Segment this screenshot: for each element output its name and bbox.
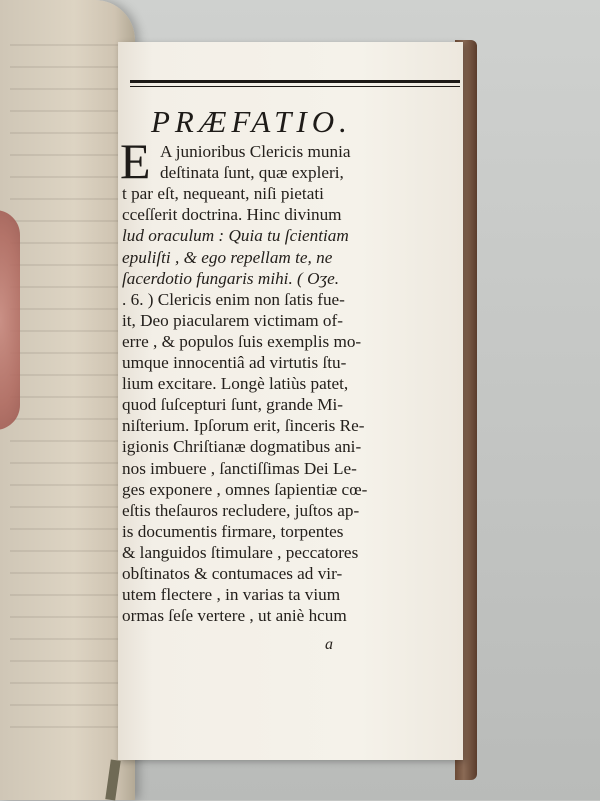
text-line: lium excitare. Longè latiùs patet, <box>122 374 349 394</box>
header-rule-thick <box>130 80 460 83</box>
text-line: umque innocentiâ ad virtutis ſtu- <box>122 353 347 372</box>
show-through-text <box>10 30 130 730</box>
text-line: nos imbuere , ſanctiſſimas Dei Le- <box>122 458 357 478</box>
text-line: obſtinatos & contumaces ad vir- <box>122 564 343 583</box>
text-line: lud oraculum : Quia tu ſcientiam <box>122 226 349 246</box>
text-line: t par eſt, nequeant, niſi pietati <box>122 184 324 204</box>
text-line: ges exponere , omnes ſapientiæ cœ- <box>122 479 368 499</box>
text-line: eſtis theſauros recludere, juſtos ap- <box>122 500 360 520</box>
holding-thumb <box>0 210 20 430</box>
text-line: deſtinata ſunt, quæ expleri, <box>160 163 344 183</box>
text-line: quod ſuſcepturi ſunt, grande Mi- <box>122 395 344 415</box>
text-line: A junioribus Clericis munia <box>160 142 351 161</box>
text-line: niſterium. Ipſorum erit, ſinceris Re- <box>122 416 365 436</box>
text-line: is documentis firmare, torpentes <box>122 521 344 541</box>
header-rule-thin <box>130 86 460 87</box>
text-line: cceſſerit doctrina. Hinc divinum <box>122 205 342 225</box>
text-line: it, Deo piacularem victimam of- <box>122 310 343 330</box>
text-line: erre , & populos ſuis exemplis mo- <box>122 331 362 351</box>
signature-mark: a <box>325 636 333 653</box>
text-line: . 6. ) Clericis enim non ſatis fue- <box>122 289 345 309</box>
drop-cap: E <box>120 133 151 189</box>
text-line: igionis Chriſtianæ dogmatibus ani- <box>122 437 362 457</box>
text-line: & languidos ſtimulare , peccatores <box>122 542 359 562</box>
left-page <box>0 0 135 800</box>
text-line: ormas ſeſe vertere , ut aniè hcum <box>122 606 347 626</box>
text-line: epuliſti , & ego repellam te, ne <box>122 247 333 267</box>
text-line: utem flectere , in varias ta vium <box>122 585 341 605</box>
page-title: PRÆFATIO. <box>151 104 352 139</box>
text-line: ſacerdotio fungaris mihi. ( Oʒe. <box>122 268 340 288</box>
